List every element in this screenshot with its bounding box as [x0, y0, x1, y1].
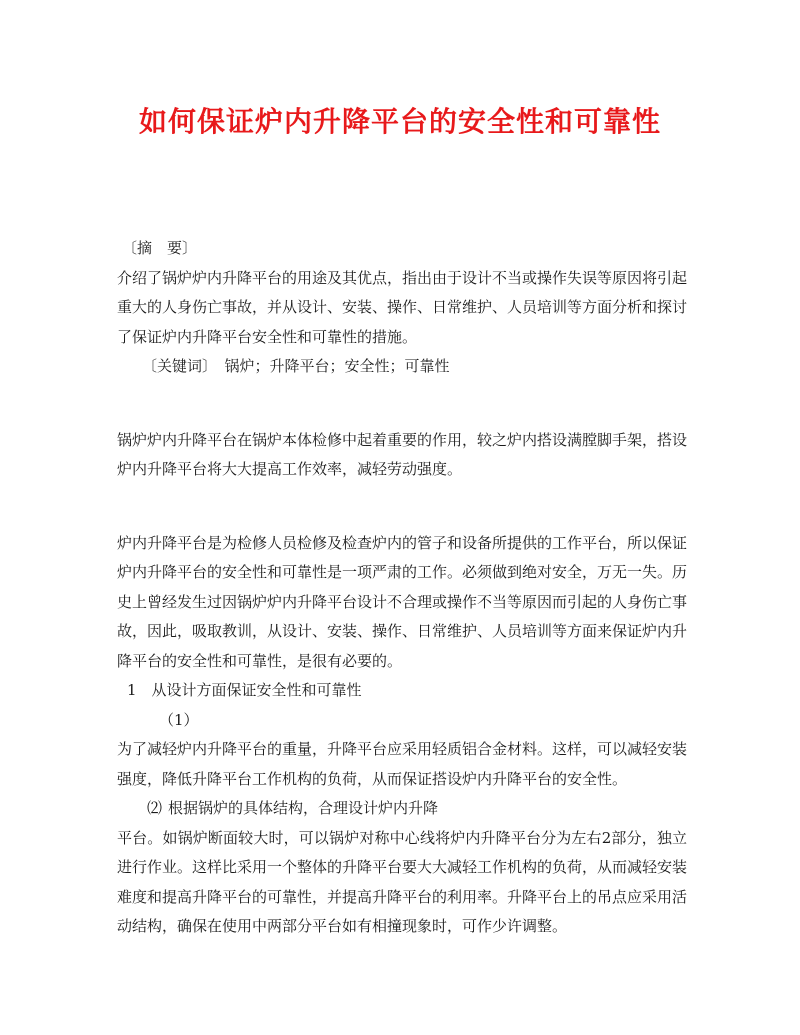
keywords-label: 〔关键词〕	[142, 357, 210, 375]
item-2-heading-line	[117, 794, 687, 824]
item-1-text: 为了减轻炉内升降平台的重量，升降平台应采用轻质铝合金材料。这样，可以减轻安装强度，降低升降平台工作机构的负荷，从而保证搭设炉内升降平台的安全性。	[117, 740, 688, 788]
abstract-label: 〔摘 要〕	[122, 239, 198, 257]
item-2-heading: 根据锅炉的具体结构，合理设计炉内升降	[168, 799, 439, 817]
document-title: 如何保证炉内升降平台的安全性和可靠性	[138, 105, 661, 138]
item-2-text: 平台。如锅炉断面较大时，可以锅炉对称中心线将炉内升降平台分为左右2部分，独立进行作业。这样比采用一个整体的升降平台要大大减轻工作机构的负荷，从而减轻安装难度和提高升降平台的可靠性，并提高升降平台的利用率。升降平台上的吊点应采用活动结构，确保在使用中两部分平台如有相撞现象时，可作少许调整。	[117, 828, 688, 935]
item-2-label: ⑵	[147, 799, 163, 817]
paragraph-purpose: 炉内升降平台是为检修人员检修及检查炉内的管子和设备所提供的工作平台，所以保证炉内升降平台的安全性和可靠性是一项严肃的工作。必须做到绝对安全，万无一失。历史上曾经发生过因锅炉炉内升降平台设计不合理或操作不当等原因而引起的人身伤亡事故，因此，吸取教训，从设计、安装、操作、日常维护、人员培训等方面来保证炉内升降平台的安全性和可靠性，是很有必要的。	[117, 533, 688, 670]
item-1-label: （1）	[159, 710, 199, 729]
keywords-text: 锅炉；升降平台；安全性；可靠性	[224, 357, 450, 375]
paragraph-intro: 锅炉炉内升降平台在锅炉本体检修中起着重要的作用，较之炉内搭设满膛脚手架，搭设炉内升降平台将大大提高工作效率，减轻劳动强度。	[117, 430, 688, 478]
spacer	[117, 382, 687, 426]
spacer	[117, 485, 687, 529]
section-heading-1: 1 从设计方面保证安全性和可靠性	[127, 681, 362, 699]
document-body	[117, 234, 687, 942]
abstract-text: 介绍了锅炉炉内升降平台的用途及其优点，指出由于设计不当或操作失误等原因将引起重大的人身伤亡事故，并从设计、安装、操作、日常维护、人员培训等方面分析和探讨了保证炉内升降平台安全性和可靠性的措施。	[117, 268, 688, 346]
keywords-line	[117, 352, 687, 382]
